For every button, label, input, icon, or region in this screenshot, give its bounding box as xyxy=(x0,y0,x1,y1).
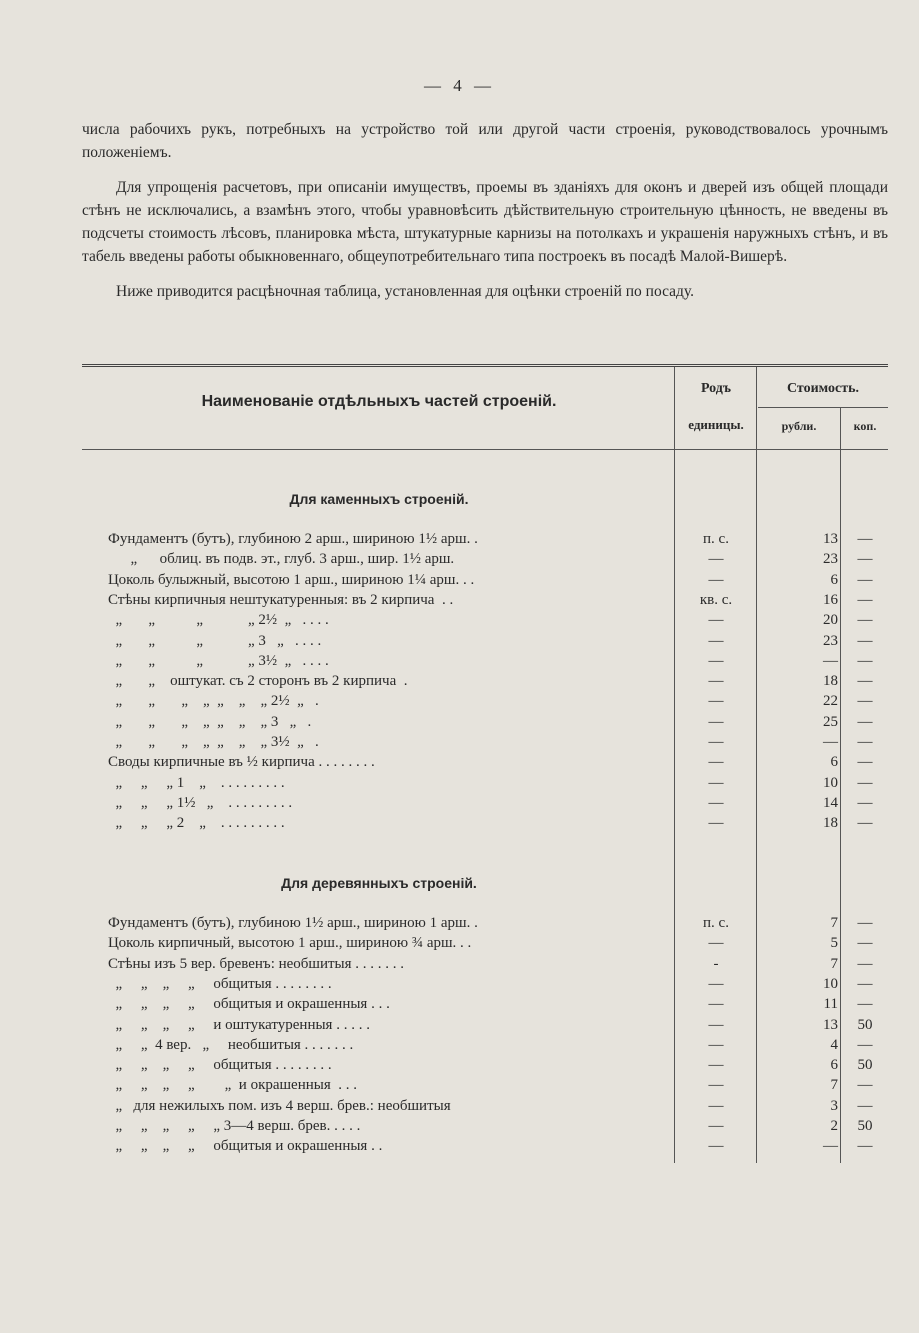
row-rubles: 13 xyxy=(823,531,838,547)
table-row xyxy=(82,933,888,953)
row-rubles: 18 xyxy=(823,815,838,832)
row-kopecks: — xyxy=(857,754,873,771)
table-row xyxy=(82,913,888,933)
row-unit: — xyxy=(708,996,724,1013)
row-unit: — xyxy=(708,632,724,649)
row-rubles: 22 xyxy=(823,693,838,710)
row-name: „ „ „ „ „ „ „ 2½ „ . xyxy=(108,693,319,710)
row-name: „ „ „ „ 3½ „ . . . . xyxy=(108,652,329,669)
table-row xyxy=(82,1116,888,1136)
row-unit: — xyxy=(708,1118,724,1134)
row-rubles: — xyxy=(823,734,838,750)
section-title-wood: Для деревянныхъ строеній. xyxy=(281,875,477,891)
row-rubles: 6 xyxy=(830,754,838,771)
table-row xyxy=(82,651,888,671)
row-rubles: — xyxy=(823,1138,838,1155)
row-kopecks: 50 xyxy=(857,1057,873,1074)
row-rubles: 3 xyxy=(830,1097,838,1114)
row-unit: — xyxy=(708,1016,724,1033)
row-kopecks: — xyxy=(857,955,873,972)
row-kopecks: — xyxy=(857,1138,873,1155)
row-name: „ „ „ „ и оштукатуренныя . . . . . xyxy=(108,1016,370,1033)
row-unit: — xyxy=(708,975,724,992)
page-number: — 4 — xyxy=(424,76,495,95)
row-kopecks: — xyxy=(857,591,873,608)
row-unit: — xyxy=(708,652,724,669)
row-name: „ „ „ „ „ „ „ 3 „ . xyxy=(108,713,312,730)
row-kopecks: — xyxy=(857,531,873,547)
row-unit: — xyxy=(708,815,724,832)
row-name: Стѣны изъ 5 вер. бревенъ: необшитыя . . . . . . . xyxy=(108,955,405,972)
row-rubles: 6 xyxy=(830,571,838,588)
row-rubles: 2 xyxy=(830,1118,838,1134)
row-unit: кв. с. xyxy=(699,591,733,608)
row-name: Своды кирпичные въ ½ кирпича . . . . . . . . xyxy=(108,754,375,771)
table-row xyxy=(82,691,888,711)
row-kopecks: — xyxy=(857,975,873,992)
table-row xyxy=(82,954,888,974)
intro-paragraph-1: числа рабочихъ рукъ, потребныхъ на устройство той или другой части строенія, руководствовалось урочнымъ положеніемъ. xyxy=(82,121,888,161)
row-unit: — xyxy=(708,754,724,771)
header-kopecks: коп. xyxy=(853,419,877,433)
table-row xyxy=(82,671,888,691)
row-kopecks: — xyxy=(857,693,873,710)
table-row xyxy=(82,974,888,994)
row-rubles: 25 xyxy=(823,713,838,730)
header-unit-sub: единицы. xyxy=(688,417,744,432)
row-rubles: 6 xyxy=(830,1057,838,1074)
row-name: „ „ „ „ 3 „ . . . . xyxy=(108,632,322,649)
section-title-stone: Для каменныхъ строеній. xyxy=(289,491,469,507)
row-name: Фундаментъ (бутъ), глубиною 1½ арш., шириною 1 арш. . xyxy=(108,915,478,931)
row-unit: — xyxy=(708,794,724,811)
row-name: „ „ „ „ общитыя и окрашенныя . . . xyxy=(108,996,390,1013)
row-rubles: — xyxy=(823,652,838,669)
row-unit: — xyxy=(708,1077,724,1094)
row-name: „ „ „ „ „ „ „ 3½ „ . xyxy=(108,734,319,750)
table-row xyxy=(82,752,888,772)
row-rubles: 7 xyxy=(830,955,838,972)
row-name: „ „ „ „ 2½ „ . . . . xyxy=(108,612,329,629)
table-row xyxy=(82,1015,888,1035)
row-unit: — xyxy=(708,774,724,791)
table-row xyxy=(82,549,888,569)
row-kopecks: — xyxy=(857,551,873,568)
row-name: „ „ оштукат. съ 2 сторонъ въ 2 кирпича . xyxy=(108,673,408,690)
table-row xyxy=(82,1055,888,1075)
row-name: „ „ „ „ „ и окрашенныя . . . xyxy=(108,1077,358,1094)
row-rubles: 13 xyxy=(823,1016,838,1033)
table-row xyxy=(82,813,888,833)
row-unit: — xyxy=(708,571,724,588)
row-kopecks: — xyxy=(857,1036,873,1053)
row-kopecks: — xyxy=(857,1097,873,1114)
header-rubles: рубли. xyxy=(781,419,817,433)
row-unit: — xyxy=(708,551,724,568)
row-rubles: 23 xyxy=(823,551,838,568)
row-name: „ для нежилыхъ пом. изъ 4 верш. брев.: необшитыя xyxy=(108,1097,451,1114)
row-kopecks: — xyxy=(857,734,873,750)
row-kopecks: — xyxy=(857,794,873,811)
row-unit: - xyxy=(713,955,719,972)
header-divider xyxy=(758,407,888,408)
row-kopecks: 50 xyxy=(857,1118,873,1134)
row-kopecks: — xyxy=(857,571,873,588)
row-rubles: 14 xyxy=(823,794,838,811)
row-kopecks: — xyxy=(857,612,873,629)
table-row xyxy=(82,570,888,590)
row-kopecks: 50 xyxy=(857,1016,873,1033)
row-kopecks: — xyxy=(857,713,873,730)
header-cost: Стоимость. xyxy=(786,381,860,396)
row-unit: — xyxy=(708,673,724,690)
row-kopecks: — xyxy=(857,815,873,832)
row-rubles: 5 xyxy=(830,935,838,952)
table-row xyxy=(82,793,888,813)
table-row xyxy=(82,631,888,651)
row-rubles: 10 xyxy=(823,774,838,791)
row-unit: — xyxy=(708,612,724,629)
row-kopecks: — xyxy=(857,673,873,690)
row-rubles: 10 xyxy=(823,975,838,992)
header-name: Наименованіе отдѣльныхъ частей строеній. xyxy=(201,393,557,410)
row-unit: — xyxy=(708,713,724,730)
row-unit: — xyxy=(708,1057,724,1074)
row-name: „ „ „ „ „ 3—4 верш. брев. . . . . xyxy=(108,1118,361,1134)
table-header xyxy=(82,367,888,450)
table-row xyxy=(82,1136,888,1156)
table-row xyxy=(82,590,888,610)
row-rubles: 7 xyxy=(830,1077,838,1094)
table-row xyxy=(82,712,888,732)
intro-paragraph-3: Ниже приводится расцѣночная таблица, установленная для оцѣнки строеній по посаду. xyxy=(116,283,695,300)
row-name: „ „ „ 1 „ . . . . . . . . . xyxy=(108,774,285,791)
row-rubles: 4 xyxy=(830,1036,838,1053)
row-name: Цоколь булыжный, высотою 1 арш., шириною 1¼ арш. . . xyxy=(108,571,475,588)
row-rubles: 7 xyxy=(830,915,838,931)
row-rubles: 18 xyxy=(823,673,838,690)
row-unit: — xyxy=(708,935,724,952)
row-name: „ „ „ „ общитыя и окрашенныя . . xyxy=(108,1138,383,1155)
row-name: Фундаментъ (бутъ), глубиною 2 арш., шириною 1½ арш. . xyxy=(108,531,478,547)
table-row xyxy=(82,773,888,793)
table-row xyxy=(82,732,888,752)
row-rubles: 11 xyxy=(823,996,838,1013)
header-unit: Родъ xyxy=(700,381,732,396)
table-row xyxy=(82,1075,888,1095)
table-row xyxy=(82,610,888,630)
row-unit: п. с. xyxy=(703,531,729,547)
row-name: Стѣны кирпичныя нештукатуренныя: въ 2 кирпича . . xyxy=(108,591,454,608)
row-kopecks: — xyxy=(857,996,873,1013)
row-name: „ „ „ „ общитыя . . . . . . . . xyxy=(108,1057,332,1074)
row-unit: — xyxy=(708,734,724,750)
table-row xyxy=(82,1035,888,1055)
row-kopecks: — xyxy=(857,935,873,952)
row-name: „ „ „ 2 „ . . . . . . . . . xyxy=(108,815,285,832)
row-unit: — xyxy=(708,693,724,710)
row-kopecks: — xyxy=(857,915,873,931)
row-kopecks: — xyxy=(857,632,873,649)
row-unit: — xyxy=(708,1036,724,1053)
row-unit: п. с. xyxy=(703,915,729,931)
row-name: „ „ „ 1½ „ . . . . . . . . . xyxy=(108,794,293,811)
row-name: „ „ 4 вер. „ необшитыя . . . . . . . xyxy=(108,1036,354,1053)
row-unit: — xyxy=(708,1097,724,1114)
row-kopecks: — xyxy=(857,652,873,669)
row-name: „ „ „ „ общитыя . . . . . . . . xyxy=(108,975,332,992)
table-row xyxy=(82,994,888,1014)
row-unit: — xyxy=(708,1138,724,1155)
intro-text xyxy=(82,118,888,315)
row-rubles: 16 xyxy=(823,591,838,608)
row-name: „ облиц. въ подв. эт., глуб. 3 арш., шир. 1½ арш. xyxy=(108,551,455,568)
row-name: Цоколь кирпичный, высотою 1 арш., шириною ¾ арш. . . xyxy=(108,935,472,952)
row-kopecks: — xyxy=(857,1077,873,1094)
table-row xyxy=(82,1096,888,1116)
row-rubles: 23 xyxy=(823,632,838,649)
row-rubles: 20 xyxy=(823,612,838,629)
table-row xyxy=(82,529,888,549)
row-kopecks: — xyxy=(857,774,873,791)
price-table xyxy=(82,364,888,1163)
intro-paragraph-2: Для упрощенія расчетовъ, при описаніи имуществъ, проемы въ зданіяхъ для оконъ и дверей изъ общей площади стѣнъ не исключались, а взамѣнъ этого, чтобы уравновѣсить дѣйствительную строительную цѣнность, не введены въ подсчеты стоимость лѣсовъ, планировка мѣста, штукатурные карнизы на потолкахъ и украшенія наружныхъ стѣнъ, и въ табель введены работы обыкновеннаго, общеупотребительнаго типа построекъ въ посадѣ Малой-Вишерѣ. xyxy=(82,179,888,265)
